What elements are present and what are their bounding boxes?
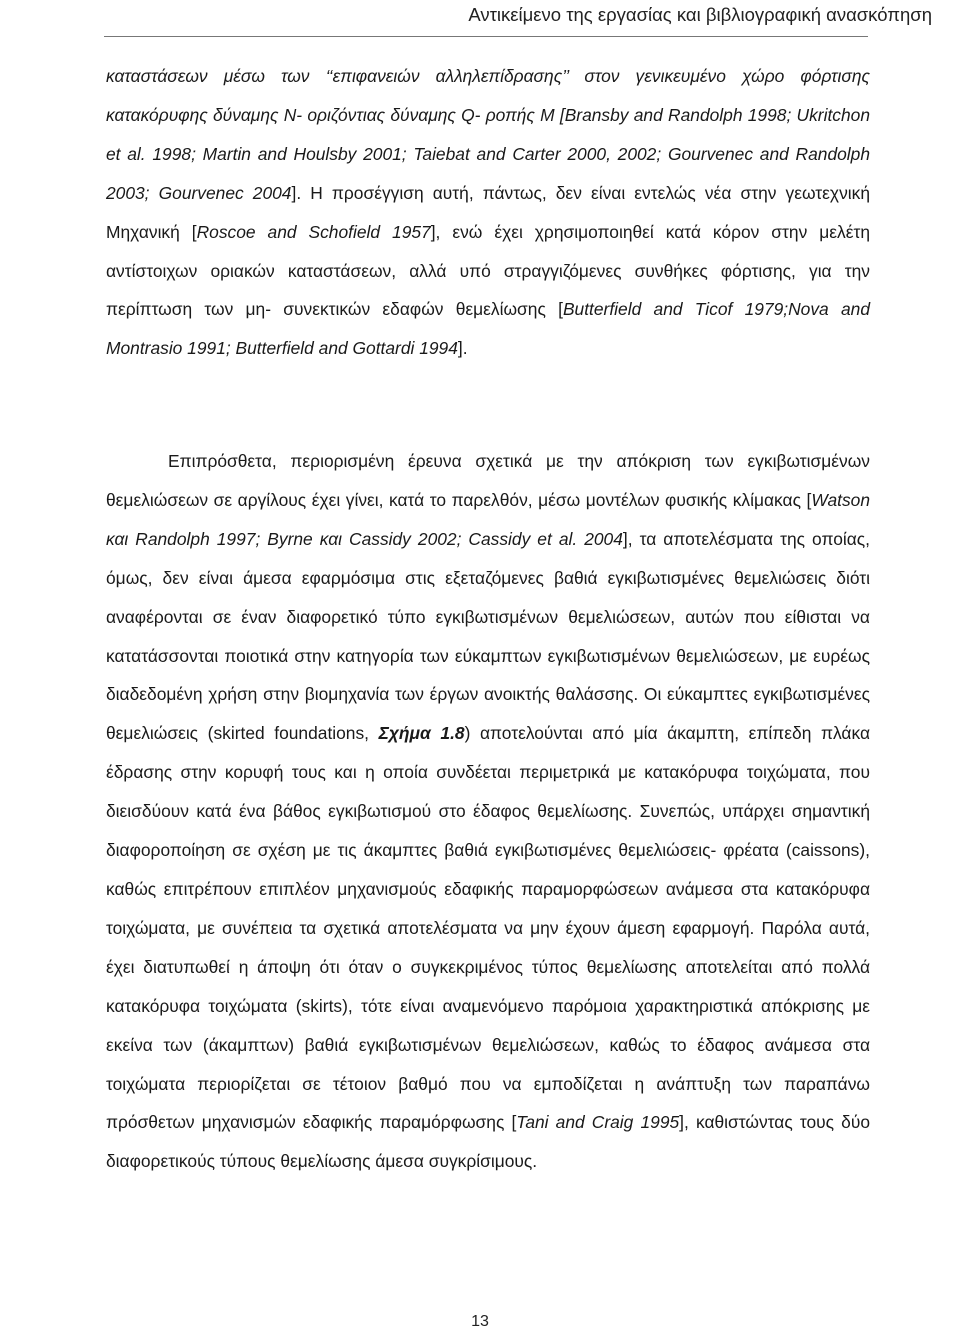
paragraph-1-text-3: ], ενώ έχει χρησιμοποιηθεί κατά κόρον στην μελέτη αντίστοιχων οριακών καταστάσεων, αλλά υπό στραγγιζόμενες συνθήκες φόρτισης, για την περίπτωση των μη- συνεκτικών εδαφών θεμελίωσης [ xyxy=(106,221,870,320)
header-divider xyxy=(104,36,868,37)
paragraph-2-text-4: ], καθιστώντας τους δύο διαφορετικούς τύπους θεμελίωσης άμεσα συγκρίσιμους. xyxy=(106,1112,871,1172)
paragraph-1-text-4: ]. xyxy=(457,338,468,359)
paragraph-1-text-2: ]. Η προσέγγιση αυτή, πάντως, δεν είναι εντελώς νέα στην γεωτεχνική Μηχανική [ xyxy=(106,182,870,242)
citation-3: Butterfield and Ticof 1979;Nova and Montrasio 1991; Butterfield and Gottardi 1994 xyxy=(106,299,870,359)
citation-4: Watson και Randolph 1997; Byrne και Cassidy 2002; Cassidy et al. 2004 xyxy=(106,489,870,549)
paragraph-2-text-2: ], τα αποτελέσματα της οποίας, όμως, δεν είναι άμεσα εφαρμόσιμα στις εξεταζόμενες βαθιά εγκιβωτισμένες θεμελιώσεις διότι αναφέρονται σε έναν διαφορετικό τύπο εγκιβωτισμένων θεμελιώσεων, αυτών που είθισται να κατατάσσονται ποιοτικά στην κατηγορία των εύκαμπτων εγκιβωτισμένων θεμελιώσεων, με ευρέως διαδεδομένη χρήση στην βιομηχανία των έργων ανοικτής θαλάσσης. Οι εύκαμπτες εγκιβωτισμένες θεμελιώσεις (skirted foundations, xyxy=(106,528,871,744)
paragraph-2-text-3: ) αποτελούνται από μία άκαμπτη, επίπεδη πλάκα έδρασης στην κορυφή τους και η οποία συνδέεται περιμετρικά με κατακόρυφα τοιχώματα, που διεισδύουν κατά ένα βάθος εγκιβωτισμού στο έδαφος θεμελίωσης. Συνεπώς, υπάρχει σημαντική διαφοροποίηση σε σχέση με τις άκαμπτες βαθιά εγκιβωτισμένες θεμελιώσεις- φρέατα (caissons), καθώς επιτρέπουν επιπλέον μηχανισμούς εδαφικής παραμορφώσεων ανάμεσα στα κατακόρυφα τοιχώματα, με συνέπεια τα σχετικά αποτελέσματα να μην έχουν άμεση εφαρμογή. Παρόλα αυτά, έχει διατυπωθεί η άποψη ότι όταν ο συγκεκριμένος τύπος θεμελίωσης αποτελείται από πολλά κατακόρυφα τοιχώματα (skirts), τότε είναι αναμενόμενο παρόμοια χαρακτηριστικά απόκρισης με εκείνα των (άκαμπτων) βαθιά εγκιβωτισμένων θεμελιώσεων, καθώς το έδαφος ανάμεσα στα τοιχώματα περιορίζεται σε τέτοιον βαθμό που να εμποδίζεται η ανάπτυξη των παραπάνω πρόσθετων μηχανισμών εδαφικής παραμόρφωσης [ xyxy=(106,723,871,1133)
citation-5: Tani and Craig 1995 xyxy=(516,1112,680,1133)
page-number: 13 xyxy=(471,1313,489,1330)
paragraph-1 xyxy=(106,57,870,368)
paragraph-1-text-1: καταστάσεων μέσω των ‘‘επιφανειών αλληλεπίδρασης’’ στον γενικευμένο χώρο φόρτισης κατακόρυφης δύναμης Ν- οριζόντιας δύναμης Q- ροπής Μ [ xyxy=(106,66,870,125)
paragraph-2-text-1: Επιπρόσθετα, περιορισμένη έρευνα σχετικά με την απόκριση των εγκιβωτισμένων θεμελιώσεων σε αργίλους έχει γίνει, κατά το παρελθόν, μέσω μοντέλων φυσικής κλίμακας [ xyxy=(106,451,870,510)
paragraph-2 xyxy=(106,442,870,1181)
citation-1: Bransby and Randolph 1998; Ukritchon et al. 1998; Martin and Houlsby 2001; Taiebat and Carter 2000, 2002; Gourvenec and Randolph 2003; Gourvenec 2004 xyxy=(106,104,870,203)
running-header: Αντικείμενο της εργασίας και βιβλιογραφική ανασκόπηση xyxy=(468,4,932,25)
citation-2: Roscoe and Schofield 1957 xyxy=(196,221,431,242)
figure-reference: Σχήμα 1.8 xyxy=(378,723,465,744)
